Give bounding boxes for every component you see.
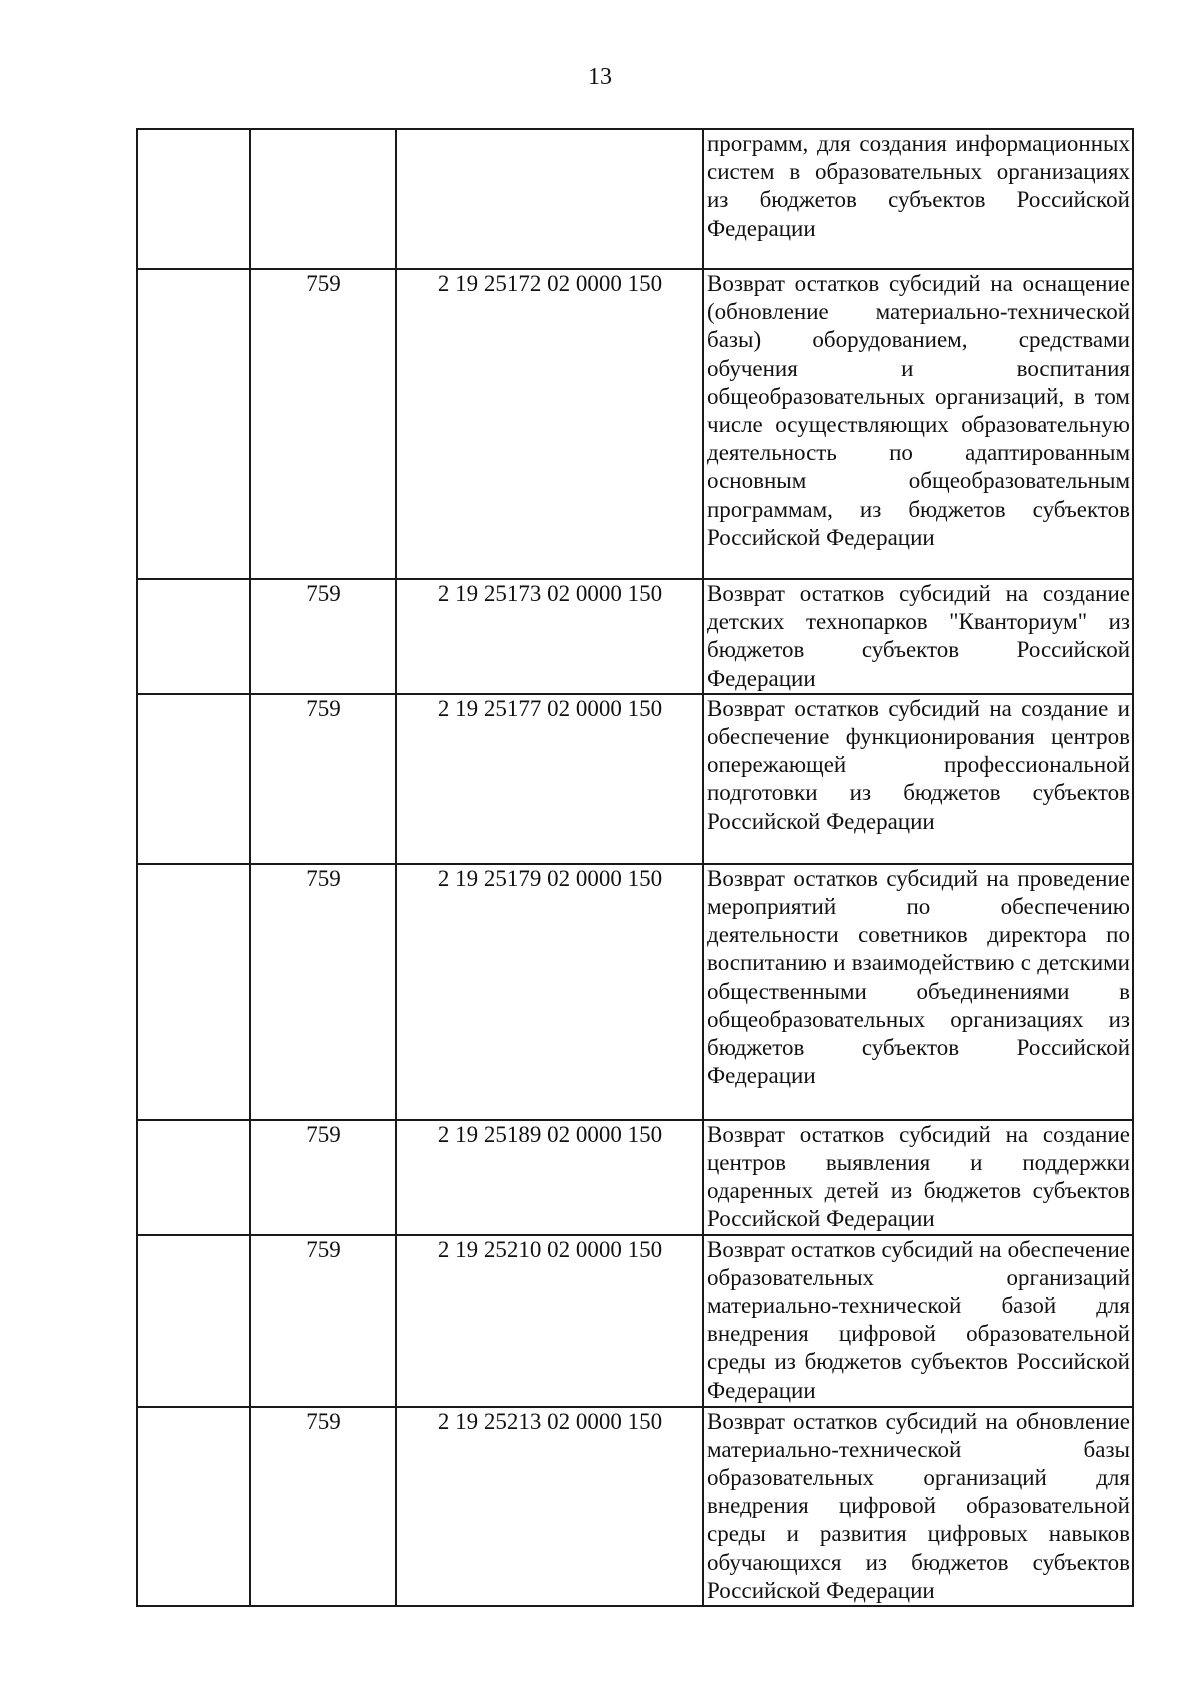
budget-code-cell: 2 19 25189 02 0000 150 — [396, 1120, 703, 1235]
budget-code-cell: 2 19 25177 02 0000 150 — [396, 694, 703, 864]
administrator-code-cell: 759 — [250, 579, 396, 694]
table-row — [137, 1407, 1133, 1606]
administrator-code-cell: 759 — [250, 1235, 396, 1407]
budget-code-cell: 2 19 25173 02 0000 150 — [396, 579, 703, 694]
revenue-name-cell: программ, для создания информационных систем в образовательных организациях из бюджетов субъектов Российской Федерации — [703, 129, 1133, 269]
administrator-code-cell: 759 — [250, 1407, 396, 1606]
table-row — [137, 269, 1133, 579]
table-row — [137, 864, 1133, 1120]
revenue-name-cell: Возврат остатков субсидий на создание и обеспечение функционирования центров опережающей профессиональной подготовки из бюджетов субъектов Российской Федерации — [703, 694, 1133, 864]
revenue-name-cell: Возврат остатков субсидий на создание центров выявления и поддержки одаренных детей из бюджетов субъектов Российской Федерации — [703, 1120, 1133, 1235]
empty-cell — [137, 694, 250, 864]
administrator-code-cell — [250, 129, 396, 269]
empty-cell — [137, 864, 250, 1120]
administrator-code-cell: 759 — [250, 269, 396, 579]
empty-cell — [137, 1407, 250, 1606]
table-row — [137, 579, 1133, 694]
budget-code-cell: 2 19 25179 02 0000 150 — [396, 864, 703, 1120]
empty-cell — [137, 1120, 250, 1235]
table-row — [137, 129, 1133, 269]
budget-code-cell: 2 19 25172 02 0000 150 — [396, 269, 703, 579]
budget-code-cell: 2 19 25213 02 0000 150 — [396, 1407, 703, 1606]
administrator-code-cell: 759 — [250, 1120, 396, 1235]
revenue-name-cell: Возврат остатков субсидий на обновление материально-технической базы образовательных организаций для внедрения цифровой образовательной среды и развития цифровых навыков обучающихся из бюджетов субъектов Российской Федерации — [703, 1407, 1133, 1606]
budget-code-cell: 2 19 25210 02 0000 150 — [396, 1235, 703, 1407]
table-row — [137, 1235, 1133, 1407]
administrator-code-cell: 759 — [250, 864, 396, 1120]
empty-cell — [137, 579, 250, 694]
administrator-code-cell: 759 — [250, 694, 396, 864]
revenue-name-cell: Возврат остатков субсидий на обеспечение образовательных организаций материально-технической базой для внедрения цифровой образовательной среды из бюджетов субъектов Российской Федерации — [703, 1235, 1133, 1407]
revenue-name-cell: Возврат остатков субсидий на создание детских технопарков "Кванториум" из бюджетов субъектов Российской Федерации — [703, 579, 1133, 694]
budget-code-cell — [396, 129, 703, 269]
empty-cell — [137, 1235, 250, 1407]
revenue-name-cell: Возврат остатков субсидий на оснащение (обновление материально-технической базы) оборудованием, средствами обучения и воспитания общеобразовательных организаций, в том числе осуществляющих образовательную деятельность по адаптированным основным общеобразовательным программам, из бюджетов субъектов Российской Федерации — [703, 269, 1133, 579]
budget-classification-table — [136, 128, 1134, 1607]
revenue-name-cell: Возврат остатков субсидий на проведение мероприятий по обеспечению деятельности советников директора по воспитанию и взаимодействию с детскими общественными объединениями в общеобразовательных организациях из бюджетов субъектов Российской Федерации — [703, 864, 1133, 1120]
empty-cell — [137, 129, 250, 269]
table-row — [137, 1120, 1133, 1235]
table-row — [137, 694, 1133, 864]
page-number: 13 — [588, 64, 612, 90]
empty-cell — [137, 269, 250, 579]
